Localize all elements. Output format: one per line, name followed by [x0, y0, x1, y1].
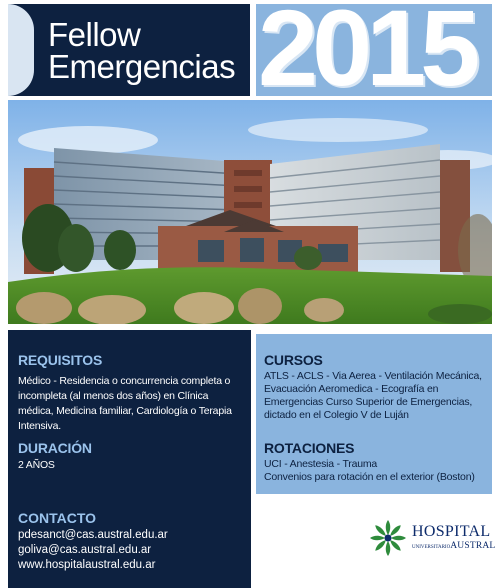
hospital-building-image	[8, 100, 492, 324]
header-title-block	[8, 4, 250, 96]
header-year-block	[256, 4, 492, 96]
duracion-text: 2 AÑOS	[18, 459, 55, 471]
contacto-heading: CONTACTO	[18, 510, 97, 526]
contact-list	[18, 528, 248, 573]
contact-email-2[interactable]: goliva@cas.austral.edu.ar	[18, 544, 152, 556]
logo-sub-small: UNIVERSITARIO	[412, 545, 451, 550]
rotaciones-line-1: UCI - Anestesia - Trauma	[264, 458, 378, 470]
logo-subtitle	[412, 542, 495, 552]
year-label: 2015	[258, 4, 475, 96]
cursos-heading: CURSOS	[264, 352, 323, 368]
courses-panel	[256, 334, 492, 494]
rotaciones-heading: ROTACIONES	[264, 440, 355, 456]
requisitos-heading: REQUISITOS	[18, 352, 103, 368]
title-line-2: Emergencias	[48, 48, 236, 85]
title-line-1: Fellow	[48, 16, 141, 53]
cursos-text: ATLS - ACLS - Via Aerea - Ventilación Mecánica, Evacuación Aeromedica - Ecografía en Emergencias Curso Superior de Emergencias, dictado en el Colegio V de Luján	[264, 370, 482, 421]
duracion-heading: DURACIÓN	[18, 440, 92, 456]
requisitos-text: Médico - Residencia o concurrencia completa o incompleta (al menos dos años) en Clínica médica, Medicina familiar, Cardiología o Terapia Intensiva.	[18, 375, 232, 432]
logo-name: HOSPITAL	[412, 523, 491, 540]
flower-logo-icon	[368, 518, 408, 558]
requirements-panel	[8, 330, 251, 588]
contact-website[interactable]: www.hospitalaustral.edu.ar	[18, 559, 156, 571]
rotaciones-line-2: Convenios para rotación en el exterior (Boston)	[264, 471, 475, 483]
contact-email-1[interactable]: pdesanct@cas.austral.edu.ar	[18, 529, 168, 541]
logo-sub-big: AUSTRAL	[450, 541, 496, 551]
hospital-austral-logo	[368, 516, 496, 562]
header-accent-shape	[8, 4, 34, 96]
